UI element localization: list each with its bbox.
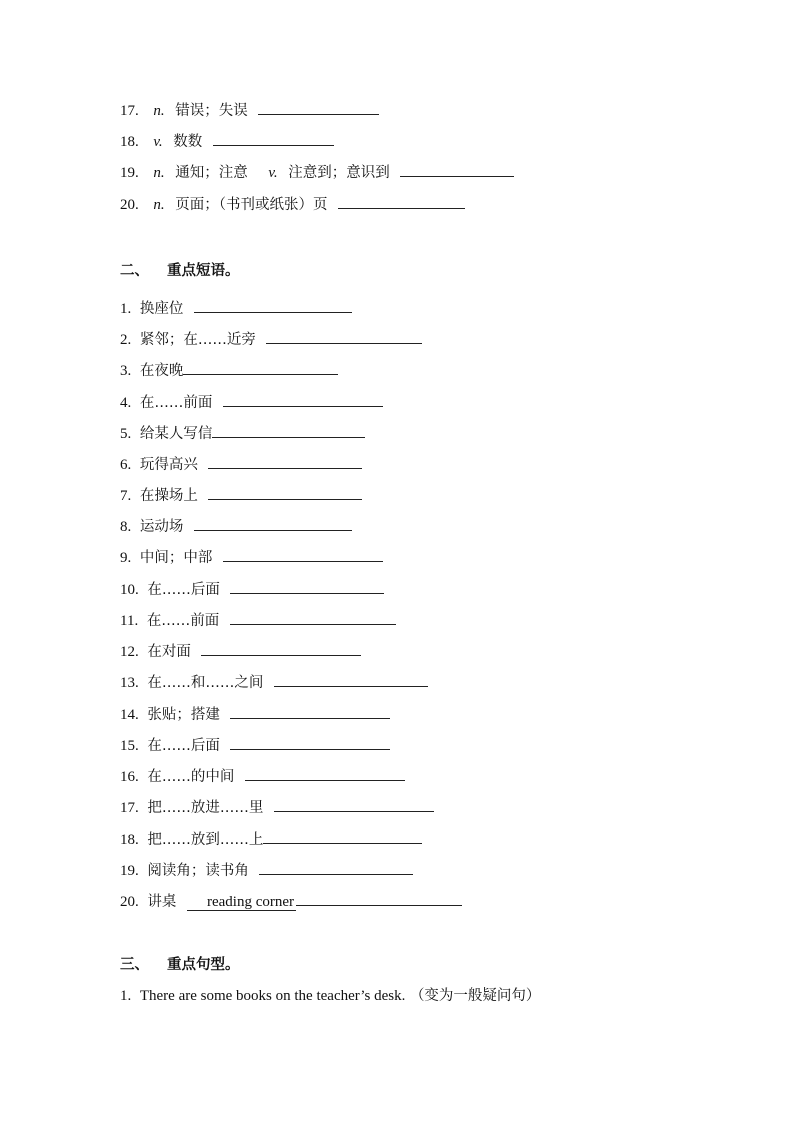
- answer-blank[interactable]: [259, 859, 413, 875]
- item-number: 7.: [120, 488, 132, 504]
- section-number: 三、: [120, 957, 149, 973]
- sentence-text: There are some books on the teacher’s desk.: [139, 988, 406, 1004]
- answer-blank[interactable]: [230, 734, 390, 750]
- answer-blank[interactable]: [230, 609, 396, 625]
- phrase-text: 给某人写信: [139, 426, 213, 442]
- phrase-text: 玩得高兴: [139, 457, 198, 473]
- vocab-item-19: [120, 161, 514, 185]
- item-number: 15.: [120, 738, 139, 754]
- phrase-text: 在……的中间: [147, 769, 235, 785]
- section-heading-sentences: [120, 953, 240, 977]
- phrase-item-8: [120, 515, 352, 539]
- section-title: 重点短语。: [167, 263, 240, 279]
- part-of-speech: v.: [153, 134, 163, 150]
- item-number: 20.: [120, 894, 139, 910]
- part-of-speech: n.: [153, 165, 165, 181]
- answer-blank[interactable]: [400, 161, 514, 177]
- phrase-item-7: [120, 484, 362, 508]
- phrase-text: 在……前面: [146, 613, 220, 629]
- section-heading-phrases: [120, 259, 240, 283]
- phrase-item-13: [120, 671, 428, 695]
- vocab-item-20: [120, 193, 465, 217]
- answer-blank[interactable]: [296, 890, 462, 906]
- item-number: 6.: [120, 457, 132, 473]
- sentence-instruction: （变为一般疑问句）: [409, 988, 541, 1004]
- phrase-text: 在操场上: [139, 488, 198, 504]
- vocab-meaning-2: 注意到；意识到: [288, 165, 390, 181]
- item-number: 11.: [120, 613, 139, 629]
- phrase-item-11: [120, 609, 396, 633]
- phrase-item-4: [120, 391, 383, 415]
- item-number: 18.: [120, 134, 139, 150]
- vocab-meaning: 错误；失误: [175, 103, 248, 119]
- vocab-item-17: [120, 99, 379, 123]
- phrase-item-2: [120, 328, 422, 352]
- part-of-speech-2: v.: [268, 165, 278, 181]
- phrase-item-9: [120, 546, 383, 570]
- answer-blank[interactable]: [201, 640, 361, 656]
- phrase-text: 紧邻；在……近旁: [139, 332, 256, 348]
- item-number: 17.: [120, 800, 139, 816]
- phrase-text: 讲桌: [147, 894, 177, 910]
- item-number: 12.: [120, 644, 139, 660]
- answer-blank[interactable]: [223, 391, 383, 407]
- phrase-item-19: [120, 859, 413, 883]
- phrase-item-17: [120, 796, 434, 820]
- phrase-item-10: [120, 578, 384, 602]
- part-of-speech: n.: [153, 197, 165, 213]
- phrase-text: 把……放到……上: [147, 832, 264, 848]
- vocab-meaning: 数数: [173, 134, 203, 150]
- answer-blank[interactable]: [274, 796, 434, 812]
- answer-blank[interactable]: [245, 765, 405, 781]
- phrase-item-14: [120, 703, 390, 727]
- item-number: 14.: [120, 707, 139, 723]
- answer-blank[interactable]: [274, 671, 428, 687]
- answer-blank[interactable]: [230, 578, 384, 594]
- phrase-text: 在……和……之间: [147, 675, 264, 691]
- answer-blank[interactable]: [230, 703, 390, 719]
- item-number: 16.: [120, 769, 139, 785]
- answer-blank[interactable]: [338, 193, 465, 209]
- phrase-text: 在对面: [147, 644, 191, 660]
- item-number: 10.: [120, 582, 139, 598]
- item-number: 18.: [120, 832, 139, 848]
- phrase-text: 在……前面: [139, 395, 213, 411]
- answer-blank[interactable]: [263, 828, 422, 844]
- item-number: 17.: [120, 103, 139, 119]
- phrase-text: 运动场: [139, 519, 184, 535]
- item-number: 1.: [120, 988, 132, 1004]
- item-number: 13.: [120, 675, 139, 691]
- answer-blank[interactable]: [258, 99, 379, 115]
- phrase-item-6: [120, 453, 362, 477]
- item-number: 20.: [120, 197, 139, 213]
- item-number: 3.: [120, 363, 132, 379]
- section-title: 重点句型。: [167, 957, 240, 973]
- filled-answer: reading corner: [206, 894, 295, 910]
- item-number: 8.: [120, 519, 132, 535]
- phrase-item-1: [120, 297, 352, 321]
- phrase-text: 中间；中部: [139, 550, 213, 566]
- phrase-item-16: [120, 765, 405, 789]
- section-number: 二、: [120, 263, 149, 279]
- phrase-text: 换座位: [139, 301, 184, 317]
- phrase-item-3: [120, 359, 338, 383]
- phrase-text: 把……放进……里: [147, 800, 264, 816]
- phrase-text: 张贴；搭建: [147, 707, 220, 723]
- answer-blank[interactable]: [208, 484, 362, 500]
- phrase-item-18: [120, 828, 422, 852]
- answer-blank-filled[interactable]: [187, 894, 296, 911]
- phrase-item-5: [120, 422, 365, 446]
- item-number: 4.: [120, 395, 132, 411]
- phrase-text: 在夜晚: [139, 363, 184, 379]
- answer-blank[interactable]: [183, 359, 338, 375]
- part-of-speech: n.: [153, 103, 165, 119]
- phrase-item-15: [120, 734, 390, 758]
- answer-blank[interactable]: [212, 422, 365, 438]
- item-number: 2.: [120, 332, 132, 348]
- sentence-item-1: [120, 984, 540, 1008]
- answer-blank[interactable]: [266, 328, 422, 344]
- answer-blank[interactable]: [194, 297, 352, 313]
- answer-blank[interactable]: [208, 453, 362, 469]
- answer-blank[interactable]: [223, 546, 383, 562]
- item-number: 19.: [120, 863, 139, 879]
- vocab-meaning: 通知；注意: [175, 165, 248, 181]
- phrase-item-12: [120, 640, 361, 664]
- item-number: 19.: [120, 165, 139, 181]
- item-number: 5.: [120, 426, 132, 442]
- phrase-item-20: [120, 890, 462, 914]
- vocab-item-18: [120, 130, 334, 154]
- vocab-meaning: 页面；（书刊或纸张）页: [175, 197, 328, 213]
- answer-blank[interactable]: [213, 130, 334, 146]
- phrase-text: 在……后面: [147, 582, 220, 598]
- item-number: 9.: [120, 550, 132, 566]
- phrase-text: 阅读角；读书角: [147, 863, 249, 879]
- item-number: 1.: [120, 301, 132, 317]
- answer-blank[interactable]: [194, 515, 352, 531]
- phrase-text: 在……后面: [147, 738, 220, 754]
